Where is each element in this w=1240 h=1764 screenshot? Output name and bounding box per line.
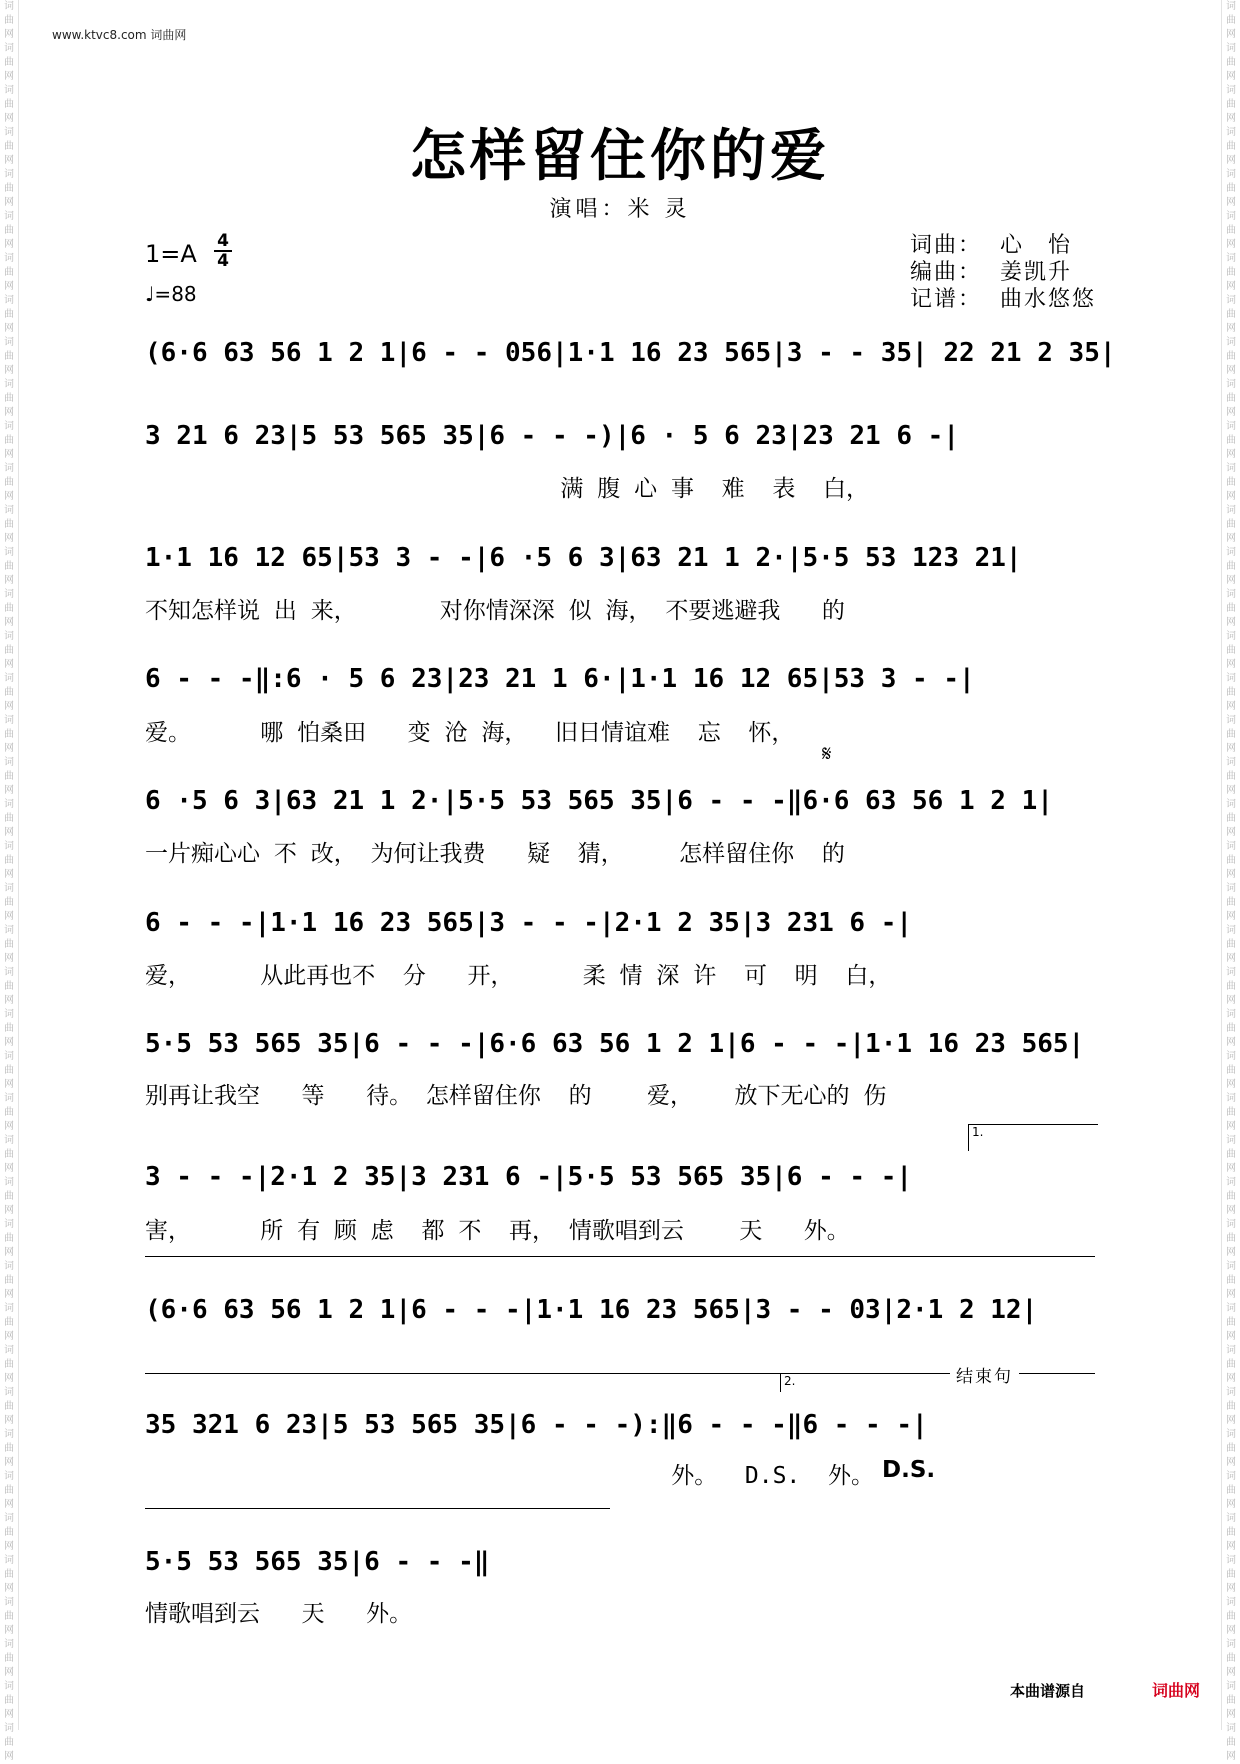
side-watermark-text: 词曲网 (1226, 1639, 1236, 1678)
side-watermark-text: 词曲网 (1226, 1555, 1236, 1594)
footer-source-text: 本曲谱源自 (1010, 1682, 1086, 1700)
side-watermark-text: 词曲网 (4, 43, 14, 82)
score-line-7: 5·5 53 565 35|6 - - -|6·6 63 56 1 2 1|6 - - -|1·1 16 23 565| (145, 1029, 1085, 1059)
score-line-5: 6 ·5 6 3|63 21 1 2·|5·5 53 565 35|6 - - -‖6·6 63 56 1 2 1| (145, 786, 1053, 816)
dal-segno-mark: D.S. (882, 1457, 936, 1483)
side-watermark-text: 词曲网 (1226, 337, 1236, 376)
side-watermark-text: 词曲网 (1226, 127, 1236, 166)
side-watermark-text: 词曲网 (4, 1135, 14, 1174)
credit-label: 记谱： (910, 287, 983, 312)
credit-arranger (910, 259, 1096, 286)
side-watermark-text: 词曲网 (4, 1597, 14, 1636)
score-line-2: 3 21 6 23|5 53 565 35|6 - - -)|6 · 5 6 23|23 21 6 -| (145, 421, 959, 451)
side-watermark-text: 词曲网 (4, 841, 14, 880)
volta-1-bracket: 1. (968, 1124, 1098, 1151)
score-line-4: 6 - - -‖:6 · 5 6 23|23 21 1 6·|1·1 16 12 65|53 3 - -| (145, 664, 975, 694)
lyrics-line-11: 情歌唱到云 天 外。 (145, 1601, 413, 1627)
side-watermark-text: 词曲网 (1226, 43, 1236, 82)
side-watermark-text: 词曲网 (4, 883, 14, 922)
side-watermark-text: 词曲网 (4, 631, 14, 670)
side-watermark-text: 词曲网 (4, 85, 14, 124)
side-watermark-text: 词曲网 (1226, 1219, 1236, 1258)
side-watermark-text: 词曲网 (4, 505, 14, 544)
lyrics-line-4: 爱。 哪 怕桑田 变 沧 海， 旧日情谊难 忘 怀， (145, 720, 795, 746)
lyrics-line-8: 害， 所 有 顾 虑 都 不 再， 情歌唱到云 天 外。 (145, 1218, 850, 1244)
side-watermark-text: 词曲网 (4, 127, 14, 166)
side-watermark-text: 词曲网 (4, 1093, 14, 1132)
side-watermark-text: 词曲网 (1226, 967, 1236, 1006)
side-watermark-text: 词曲网 (1226, 757, 1236, 796)
side-watermark-text: 词曲网 (4, 1723, 14, 1762)
side-watermark-text: 词曲网 (4, 421, 14, 460)
side-watermark-text: 词曲网 (1226, 505, 1236, 544)
volta-2-bracket: 2. (780, 1373, 934, 1392)
score-line-10: 35 321 6 23|5 53 565 35|6 - - -):‖6 - - -‖6 - - -| (145, 1410, 928, 1440)
coda-bracket-line (145, 1508, 610, 1509)
score-line-8: 3 - - -|2·1 2 35|3 231 6 -|5·5 53 565 35|6 - - -| (145, 1162, 913, 1192)
side-watermark-text: 词曲网 (4, 1303, 14, 1342)
side-watermark-text: 词曲网 (1226, 421, 1236, 460)
credit-label: 编曲： (910, 260, 983, 285)
song-title: 怎样留住你的爱 (410, 123, 830, 189)
side-watermark-text: 词曲网 (1226, 925, 1236, 964)
side-watermark-text: 词曲网 (1226, 1135, 1236, 1174)
side-watermark-text: 词曲网 (1226, 169, 1236, 208)
ending-label: 结束句 (950, 1362, 1019, 1387)
side-watermark-text: 词曲网 (4, 673, 14, 712)
side-watermark-text: 词曲网 (4, 547, 14, 586)
side-watermark-text: 词曲网 (1226, 631, 1236, 670)
side-watermark-text: 词曲网 (4, 715, 14, 754)
side-watermark-text: 词曲网 (1226, 1009, 1236, 1048)
lyrics-line-2: 满 腹 心 事 难 表 白， (145, 476, 870, 502)
side-watermark-text: 词曲网 (4, 757, 14, 796)
side-watermark-text: 词曲网 (1226, 1345, 1236, 1384)
left-watermark-strip (0, 0, 19, 1762)
side-watermark-text: 词曲网 (1226, 1, 1236, 40)
score-line-3: 1·1 16 12 65|53 3 - -|6 ·5 6 3|63 21 1 2·|5·5 53 123 21| (145, 543, 1022, 573)
site-watermark: www.ktvc8.com 词曲网 (52, 28, 187, 42)
side-watermark-text: 词曲网 (1226, 673, 1236, 712)
side-watermark-text: 词曲网 (4, 925, 14, 964)
side-watermark-text: 词曲网 (1226, 1177, 1236, 1216)
side-watermark-text: 词曲网 (4, 1261, 14, 1300)
side-watermark-text: 词曲网 (4, 169, 14, 208)
side-watermark-text: 词曲网 (4, 295, 14, 334)
side-watermark-text: 词曲网 (4, 211, 14, 250)
side-watermark-text: 词曲网 (4, 337, 14, 376)
lyrics-line-3: 不知怎样说 出 来， 对你情深深 似 海， 不要逃避我 的 (145, 598, 845, 624)
credits-block (910, 232, 1096, 313)
right-watermark-strip (1221, 0, 1240, 1762)
side-watermark-text: 词曲网 (4, 799, 14, 838)
side-watermark-text: 词曲网 (1226, 1597, 1236, 1636)
side-watermark-text: 词曲网 (1226, 1303, 1236, 1342)
side-watermark-text: 词曲网 (1226, 799, 1236, 838)
side-watermark-text: 词曲网 (1226, 211, 1236, 250)
segno-sign: 𝄋 (822, 742, 832, 767)
side-watermark-text: 词曲网 (1226, 1387, 1236, 1426)
tempo-mark: ♩=88 (145, 282, 197, 306)
side-watermark-text: 词曲网 (4, 1681, 14, 1720)
side-watermark-text: 词曲网 (1226, 1471, 1236, 1510)
side-watermark-text: 词曲网 (1226, 1051, 1236, 1090)
side-watermark-text: 词曲网 (1226, 1429, 1236, 1468)
side-watermark-text: 词曲网 (1226, 715, 1236, 754)
side-watermark-text: 词曲网 (4, 589, 14, 628)
side-watermark-text: 词曲网 (1226, 1093, 1236, 1132)
lyrics-line-7: 别再让我空 等 待。 怎样留住你 的 爱， 放下无心的 伤 (145, 1083, 887, 1109)
side-watermark-text: 词曲网 (4, 1219, 14, 1258)
credit-name: 心 怡 (1000, 233, 1073, 258)
side-watermark-text: 词曲网 (4, 379, 14, 418)
side-watermark-text: 词曲网 (1226, 379, 1236, 418)
side-watermark-text: 词曲网 (1226, 547, 1236, 586)
side-watermark-text: 词曲网 (4, 1471, 14, 1510)
side-watermark-text: 词曲网 (4, 1387, 14, 1426)
side-watermark-text: 词曲网 (1226, 1513, 1236, 1552)
lyrics-line-5: 一片痴心心 不 改， 为何让我费 疑 猜， 怎样留住你 的 (145, 841, 845, 867)
side-watermark-text: 词曲网 (1226, 841, 1236, 880)
side-watermark-text: 词曲网 (1226, 589, 1236, 628)
side-watermark-text: 词曲网 (1226, 1681, 1236, 1720)
singer-line: 演唱：米 灵 (549, 197, 691, 222)
side-watermark-text: 词曲网 (4, 1, 14, 40)
side-watermark-text: 词曲网 (1226, 295, 1236, 334)
side-watermark-text: 词曲网 (4, 1177, 14, 1216)
time-signature (214, 232, 232, 270)
site-logo[interactable]: 词曲网 (1152, 1681, 1201, 1700)
score-line-1: (6·6 63 56 1 2 1|6 - - 056|1·1 16 23 565|3 - - 35| 22 21 2 35| (145, 338, 1116, 368)
side-watermark-text: 词曲网 (4, 1555, 14, 1594)
side-watermark-text: 词曲网 (4, 1429, 14, 1468)
lyrics-line-6: 爱， 从此再也不 分 开， 柔 情 深 许 可 明 白， (145, 963, 892, 989)
time-signature-bottom: 4 (214, 250, 232, 270)
side-watermark-text: 词曲网 (1226, 463, 1236, 502)
side-watermark-text: 词曲网 (4, 1639, 14, 1678)
side-watermark-text: 词曲网 (1226, 1723, 1236, 1762)
credit-transcriber (910, 286, 1096, 313)
time-signature-top: 4 (217, 231, 229, 251)
side-watermark-text: 词曲网 (4, 1009, 14, 1048)
side-watermark-text: 词曲网 (1226, 883, 1236, 922)
side-watermark-text: 词曲网 (4, 1513, 14, 1552)
score-line-6: 6 - - -|1·1 16 23 565|3 - - -|2·1 2 35|3 231 6 -| (145, 908, 913, 938)
side-watermark-text: 词曲网 (1226, 1261, 1236, 1300)
score-line-11: 5·5 53 565 35|6 - - -‖ (145, 1547, 490, 1577)
credit-name: 姜凯升 (1000, 260, 1073, 285)
side-watermark-text: 词曲网 (4, 1051, 14, 1090)
side-watermark-text: 词曲网 (1226, 253, 1236, 292)
credit-label: 词曲： (910, 233, 983, 258)
lyrics-line-10: 外。 D.S. 外。 (145, 1463, 874, 1489)
side-watermark-text: 词曲网 (4, 1345, 14, 1384)
side-watermark-text: 词曲网 (1226, 85, 1236, 124)
credit-name: 曲水悠悠 (1000, 287, 1097, 312)
side-watermark-text: 词曲网 (4, 967, 14, 1006)
side-watermark-text: 词曲网 (4, 463, 14, 502)
score-line-9: (6·6 63 56 1 2 1|6 - - -|1·1 16 23 565|3 - - 03|2·1 2 12| (145, 1295, 1038, 1325)
credit-lyrics-music (910, 232, 1096, 259)
section-divider (145, 1256, 1095, 1257)
side-watermark-text: 词曲网 (4, 253, 14, 292)
key-signature: 1=A (145, 240, 197, 268)
